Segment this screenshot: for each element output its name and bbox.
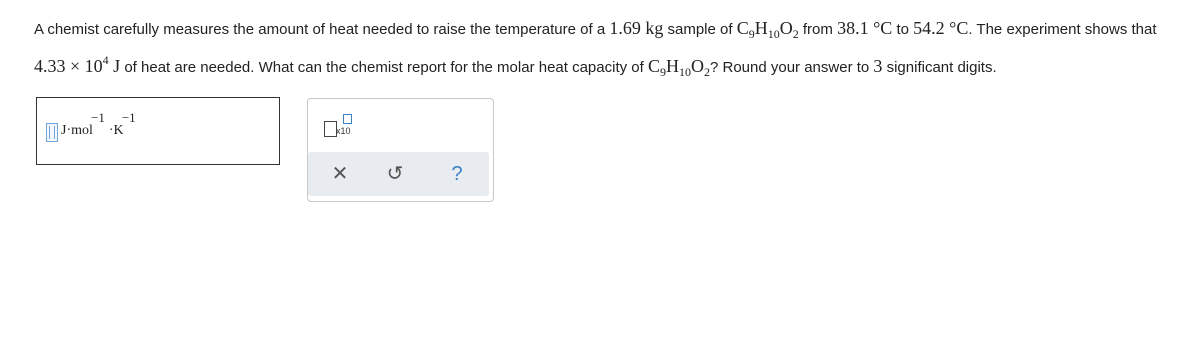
palette-toolbar — [308, 152, 489, 196]
math-palette — [307, 98, 494, 202]
clear-button[interactable] — [325, 160, 355, 188]
answer-box — [36, 97, 280, 165]
sample-mass: 1.69 kg — [609, 18, 664, 38]
question-fragment: from — [798, 21, 838, 38]
undo-button[interactable] — [380, 160, 410, 188]
close-icon: ✕ — [331, 163, 349, 185]
exponent-slot-icon — [343, 114, 352, 124]
question-fragment: of heat are needed. What can the chemist report for the molar heat capacity of — [120, 59, 648, 76]
x10-label: x10 — [336, 126, 351, 136]
initial-temperature: 38.1 °C — [837, 18, 893, 38]
final-temperature: 54.2 °C — [913, 18, 969, 38]
question-fragment: significant digits. — [882, 59, 997, 76]
question-fragment: ? Round your answer to — [709, 59, 874, 76]
scientific-notation-button[interactable] — [316, 111, 352, 137]
question-fragment: sample of — [663, 21, 737, 38]
help-icon: ? — [451, 163, 463, 185]
answer-input[interactable] — [46, 123, 58, 142]
compound-formula: $C_9H_{10}O_2$ — [736, 18, 799, 41]
question-fragment: to — [892, 21, 914, 38]
undo-icon: ↺ — [386, 163, 404, 185]
answer-unit — [61, 110, 136, 139]
unit-j-mol: J·mol −1 — [61, 110, 105, 138]
unit-mol-exponent: −1 — [91, 110, 105, 125]
unit-k-exponent: −1 — [121, 110, 136, 125]
question-fragment: A chemist carefully measures the amount of heat needed to raise the temperature of a — [34, 21, 610, 38]
question-fragment: . The experiment shows that — [968, 21, 1157, 38]
question-text — [34, 10, 1174, 86]
sig-figs: 3 — [873, 56, 883, 76]
unit-k: ·K −1 — [108, 110, 136, 138]
help-button[interactable] — [442, 160, 472, 188]
heat-value: $4.33 \times 10^4$ J — [34, 53, 121, 76]
compound-formula: $C_9H_{10}O_2$ — [647, 56, 710, 79]
